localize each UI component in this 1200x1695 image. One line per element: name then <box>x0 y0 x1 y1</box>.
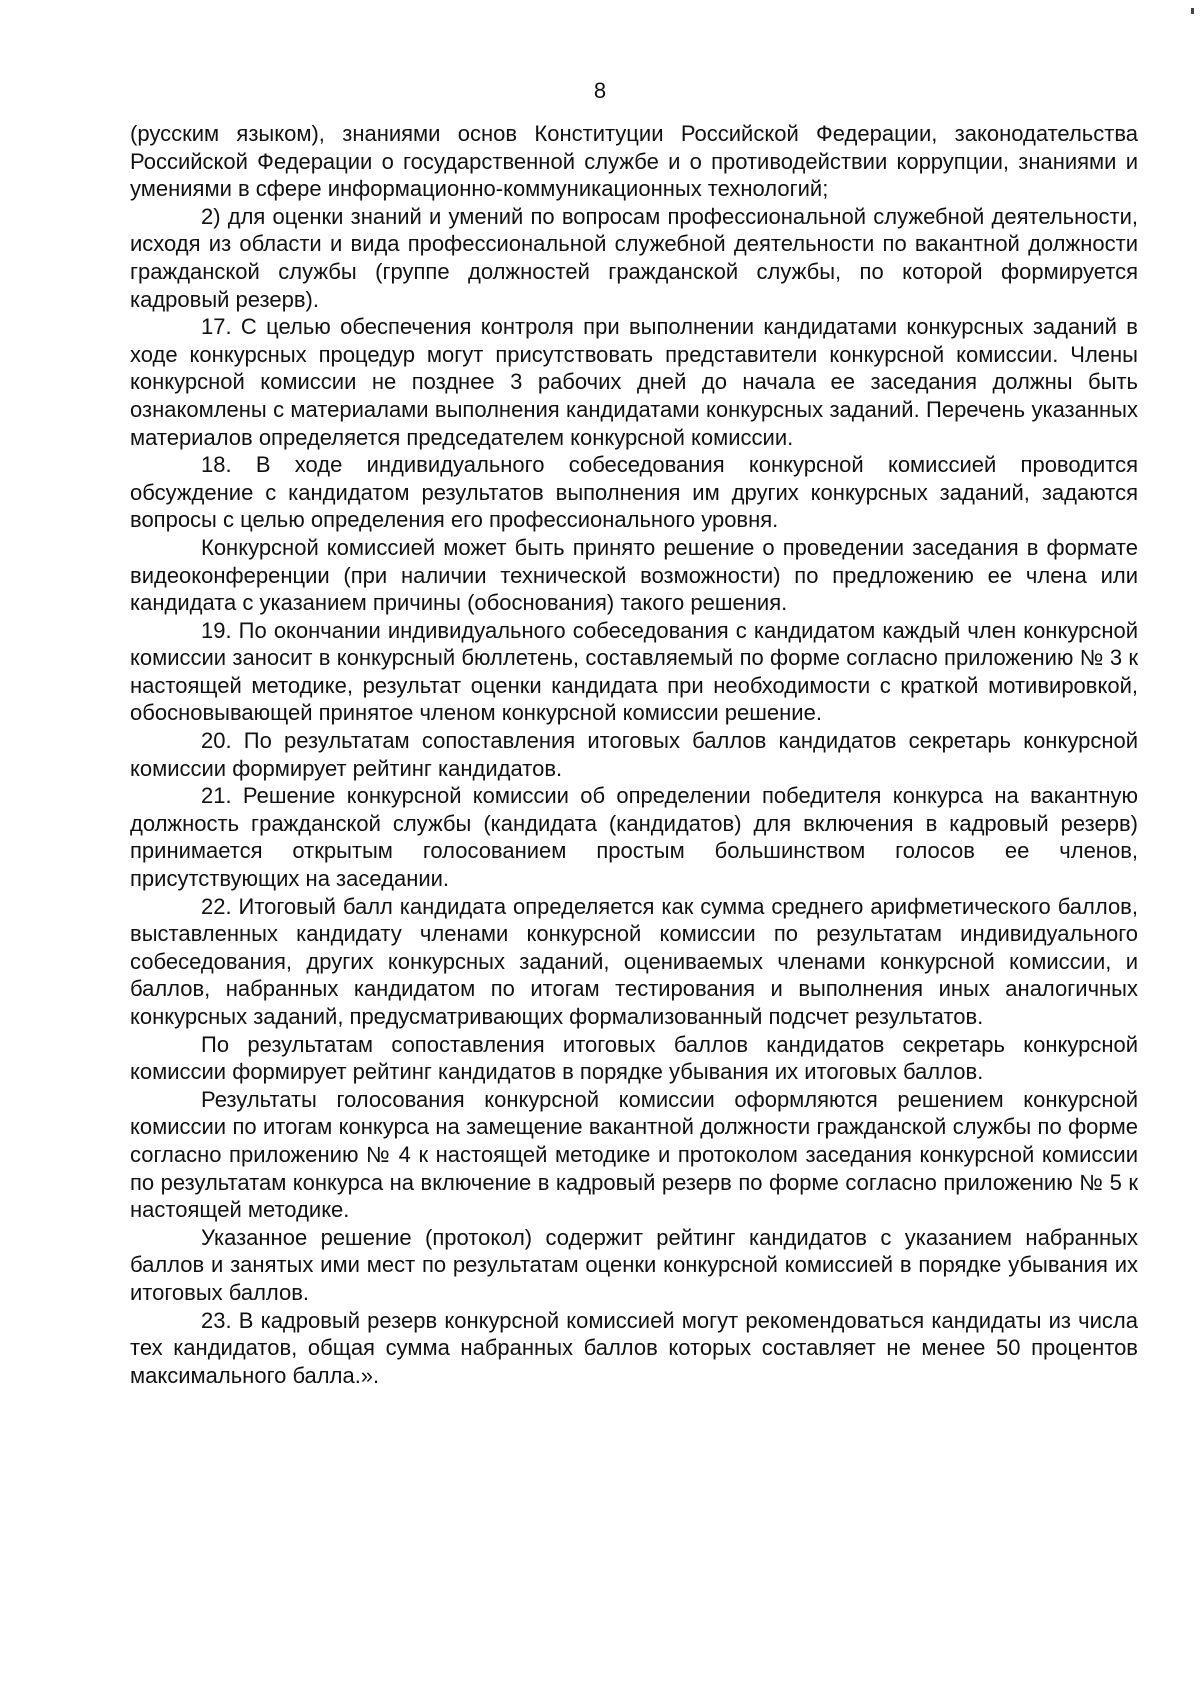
paragraph-clause-22: 22. Итоговый балл кандидата определяется как сумма среднего арифметического баллов, выставленных кандидату членами конкурсной комиссии по результатам индивидуального собеседования, других конкурсных заданий, оцениваемых членами конкурсной комиссии, и баллов, набранных кандидатом по итогам тестирования и выполнения иных аналогичных конкурсных заданий, предусматривающих формализованный подсчет результатов. <box>130 893 1138 1029</box>
page-number: 8 <box>593 78 607 103</box>
paragraph-rating: По результатам сопоставления итоговых баллов кандидатов секретарь конкурсной комиссии формирует рейтинг кандидатов в порядке убывания их итоговых баллов. <box>130 1031 1138 1085</box>
paragraph-videoconference: Конкурсной комиссией может быть принято решение о проведении заседания в формате видеоконференции (при наличии технической возможности) по предложению ее члена или кандидата с указанием причины (обоснования) такого решения. <box>130 534 1138 616</box>
paragraph-decision-protocol: Указанное решение (протокол) содержит рейтинг кандидатов с указанием набранных баллов и занятых ими мест по результатам оценки конкурсной комиссией в порядке убывания их итоговых баллов. <box>130 1224 1138 1305</box>
paragraph-continuation: (русским языком), знаниями основ Конституции Российской Федерации, законодательства Российской Федерации о государственной службе и о противодействии коррупции, знаниями и умениями в сфере информационно-коммуникационных технологий; <box>130 121 1138 202</box>
document-body <box>130 120 1138 1389</box>
paragraph-clause-21: 21. Решение конкурсной комиссии об определении победителя конкурса на вакантную должность гражданской службы (кандидата (кандидатов) для включения в кадровый резерв) принимается открытым голосованием простым большинством голосов ее членов, присутствующих на заседании. <box>130 783 1138 892</box>
paragraph-clause-17: 17. С целью обеспечения контроля при выполнении кандидатами конкурсных заданий в ходе конкурсных процедур могут присутствовать представители конкурсной комиссии. Члены конкурсной комиссии не позднее 3 рабочих дней до начала ее заседания должны быть ознакомлены с материалами выполнения кандидатами конкурсных заданий. Перечень указанных материалов определяется председателем конкурсной комиссии. <box>130 314 1138 450</box>
paragraph-clause-20: 20. По результатам сопоставления итоговых баллов кандидатов секретарь конкурсной комиссии формирует рейтинг кандидатов. <box>130 728 1138 781</box>
scan-artifact <box>1191 8 1194 14</box>
paragraph-clause-18: 18. В ходе индивидуального собеседования конкурсной комиссией проводится обсуждение с кандидатом результатов выполнения им других конкурсных заданий, задаются вопросы с целью определения его профессионального уровня. <box>130 452 1138 533</box>
paragraph-item-2: 2) для оценки знаний и умений по вопросам профессиональной служебной деятельности, исходя из области и вида профессиональной служебной деятельности по вакантной должности гражданской службы (группе должностей гражданской службы, по которой формируется кадровый резерв). <box>130 203 1138 312</box>
paragraph-clause-23: 23. В кадровый резерв конкурсной комиссией могут рекомендоваться кандидаты из числа тех кандидатов, общая сумма набранных баллов которых составляет не менее 50 процентов максимального балла.». <box>130 1307 1138 1388</box>
paragraph-voting-results: Результаты голосования конкурсной комиссии оформляются решением конкурсной комиссии по итогам конкурса на замещение вакантной должности гражданской службы по форме согласно приложению № 4 к настоящей методике и протоколом заседания конкурсной комиссии по результатам конкурса на включение в кадровый резерв по форме согласно приложению № 5 к настоящей методике. <box>130 1086 1138 1223</box>
paragraph-clause-19: 19. По окончании индивидуального собеседования с кандидатом каждый член конкурсной комиссии заносит в конкурсный бюллетень, составляемый по форме согласно приложению № 3 к настоящей методике, результат оценки кандидата при необходимости с краткой мотивировкой, обосновывающей принятое членом конкурсной комиссии решение. <box>130 617 1138 726</box>
